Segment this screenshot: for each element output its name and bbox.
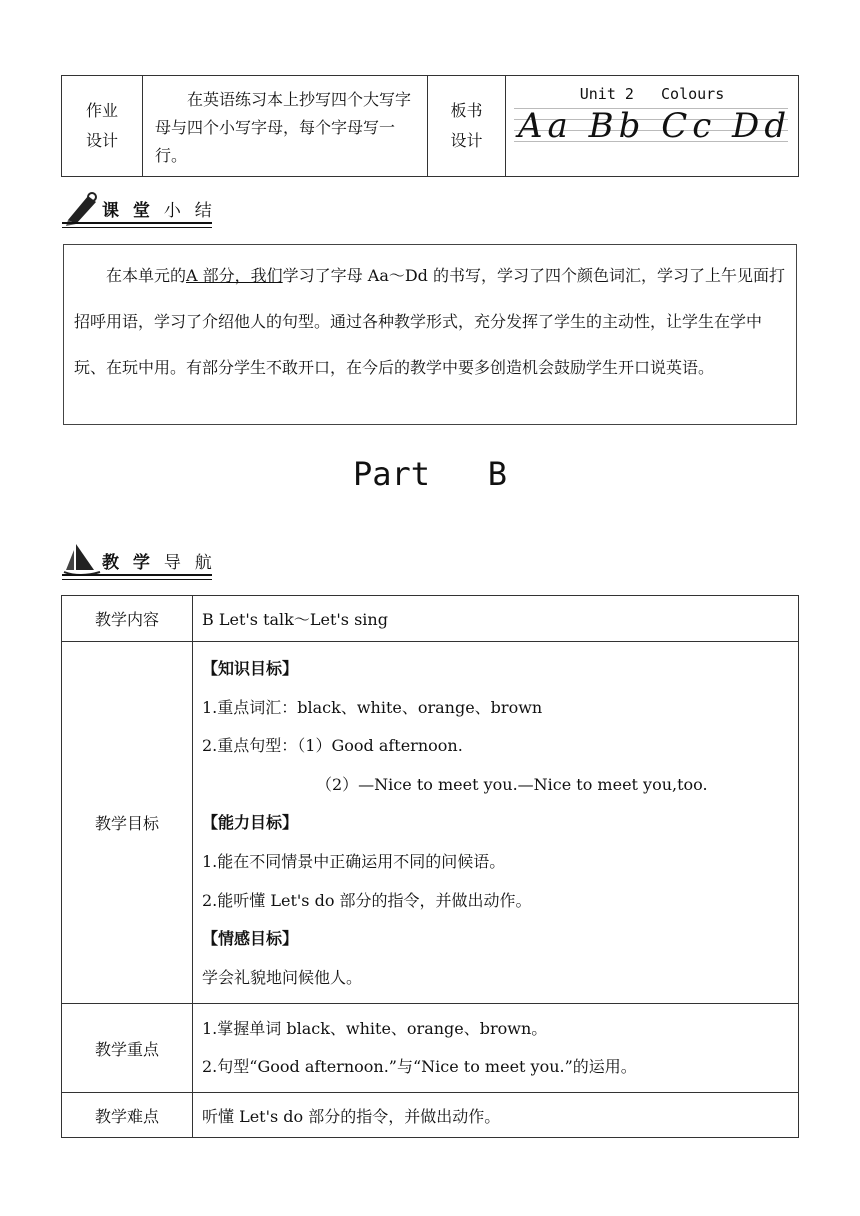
difficult-label: 教学难点: [62, 1093, 193, 1138]
knowledge-line-1: 1.重点词汇：black、white、orange、brown: [202, 697, 543, 717]
knowledge-heading: 【知识目标】: [202, 659, 299, 678]
board-label-line2: 设计: [450, 131, 483, 150]
board-title: Unit 2 Colours: [579, 85, 725, 103]
key-label: 教学重点: [62, 1004, 193, 1093]
nav-banner-char-3: 导: [163, 553, 185, 573]
nav-banner-char-2: 学: [132, 553, 154, 573]
nav-banner-char-4: 航: [194, 553, 216, 573]
board-label-cell: [428, 76, 506, 177]
board-cell: [506, 76, 799, 177]
ability-heading: 【能力目标】: [202, 813, 299, 833]
homework-label-line1: 作业: [85, 101, 118, 120]
goals-cell: [193, 642, 799, 1004]
pencil-icon: [62, 190, 102, 226]
key-line-1: 1.掌握单词 black、white、orange、brown。: [202, 1018, 548, 1038]
content-label: 教学内容: [62, 596, 193, 642]
banner-underline: [62, 574, 212, 576]
nav-banner-char-1: 教: [102, 553, 123, 573]
goals-label: 教学目标: [62, 642, 193, 1004]
homework-label-line2: 设计: [85, 131, 118, 150]
summary-rest: 学习了字母 Aa～Dd 的书写，学习了四个颜色词汇，学习了上午见面打招呼用语，学习了介绍他人的句型。通过各种教学形式，充分发挥了学生的主动性，让学生在学中玩、在玩中用。有部分学生不敢开口，在今后的教学中要多创造机会鼓励学生开口说英语。: [74, 266, 786, 377]
ability-line-1: 1.能在不同情景中正确运用不同的问候语。: [202, 851, 506, 871]
emotion-line-1: 学会礼貌地问候他人。: [202, 967, 363, 987]
sailboat-icon: [62, 542, 102, 578]
board-letters: Aa Bb Cc Dd: [518, 106, 792, 146]
banner-underline-thin: [62, 227, 212, 228]
key-cell: [193, 1004, 799, 1093]
banner-underline-thin: [62, 579, 212, 580]
homework-label-cell: [62, 76, 143, 177]
summary-banner-char-2: 堂: [132, 201, 154, 221]
summary-banner-char-4: 结: [194, 201, 216, 221]
content-value: B Let's talk～Let's sing: [193, 596, 799, 642]
banner-underline: [62, 222, 212, 224]
key-line-2: 2.句型“Good afternoon.”与“Nice to meet you.”的运用。: [202, 1057, 637, 1077]
emotion-heading: 【情感目标】: [202, 929, 299, 949]
homework-text: 在英语练习本上抄写四个大写字母与四个小写字母，每个字母写一行。: [143, 76, 428, 177]
knowledge-line-3: （2）—Nice to meet you.—Nice to meet you,too.: [316, 774, 708, 794]
table-row-key-points: [62, 1004, 799, 1093]
teaching-table: [61, 595, 799, 1138]
board-label-line1: 板书: [450, 101, 483, 120]
table-row-difficulty: [62, 1093, 799, 1138]
table-row-goals: [62, 642, 799, 1004]
homework-board-table: [61, 75, 799, 177]
summary-banner-char-3: 小: [163, 201, 185, 221]
summary-underlined: A 部分，我们: [186, 266, 283, 285]
part-title: Part B: [352, 455, 508, 493]
summary-lead: 在本单元的: [106, 266, 187, 285]
difficult-value: 听懂 Let's do 部分的指令，并做出动作。: [193, 1093, 799, 1138]
summary-banner: [62, 190, 216, 226]
summary-box: [63, 244, 797, 425]
teaching-nav-banner: [62, 542, 216, 578]
ability-line-2: 2.能听懂 Let's do 部分的指令，并做出动作。: [202, 890, 532, 910]
knowledge-line-2: 2.重点句型：（1）Good afternoon.: [202, 736, 463, 756]
summary-banner-char-1: 课: [102, 201, 123, 221]
table-row-content: [62, 596, 799, 642]
